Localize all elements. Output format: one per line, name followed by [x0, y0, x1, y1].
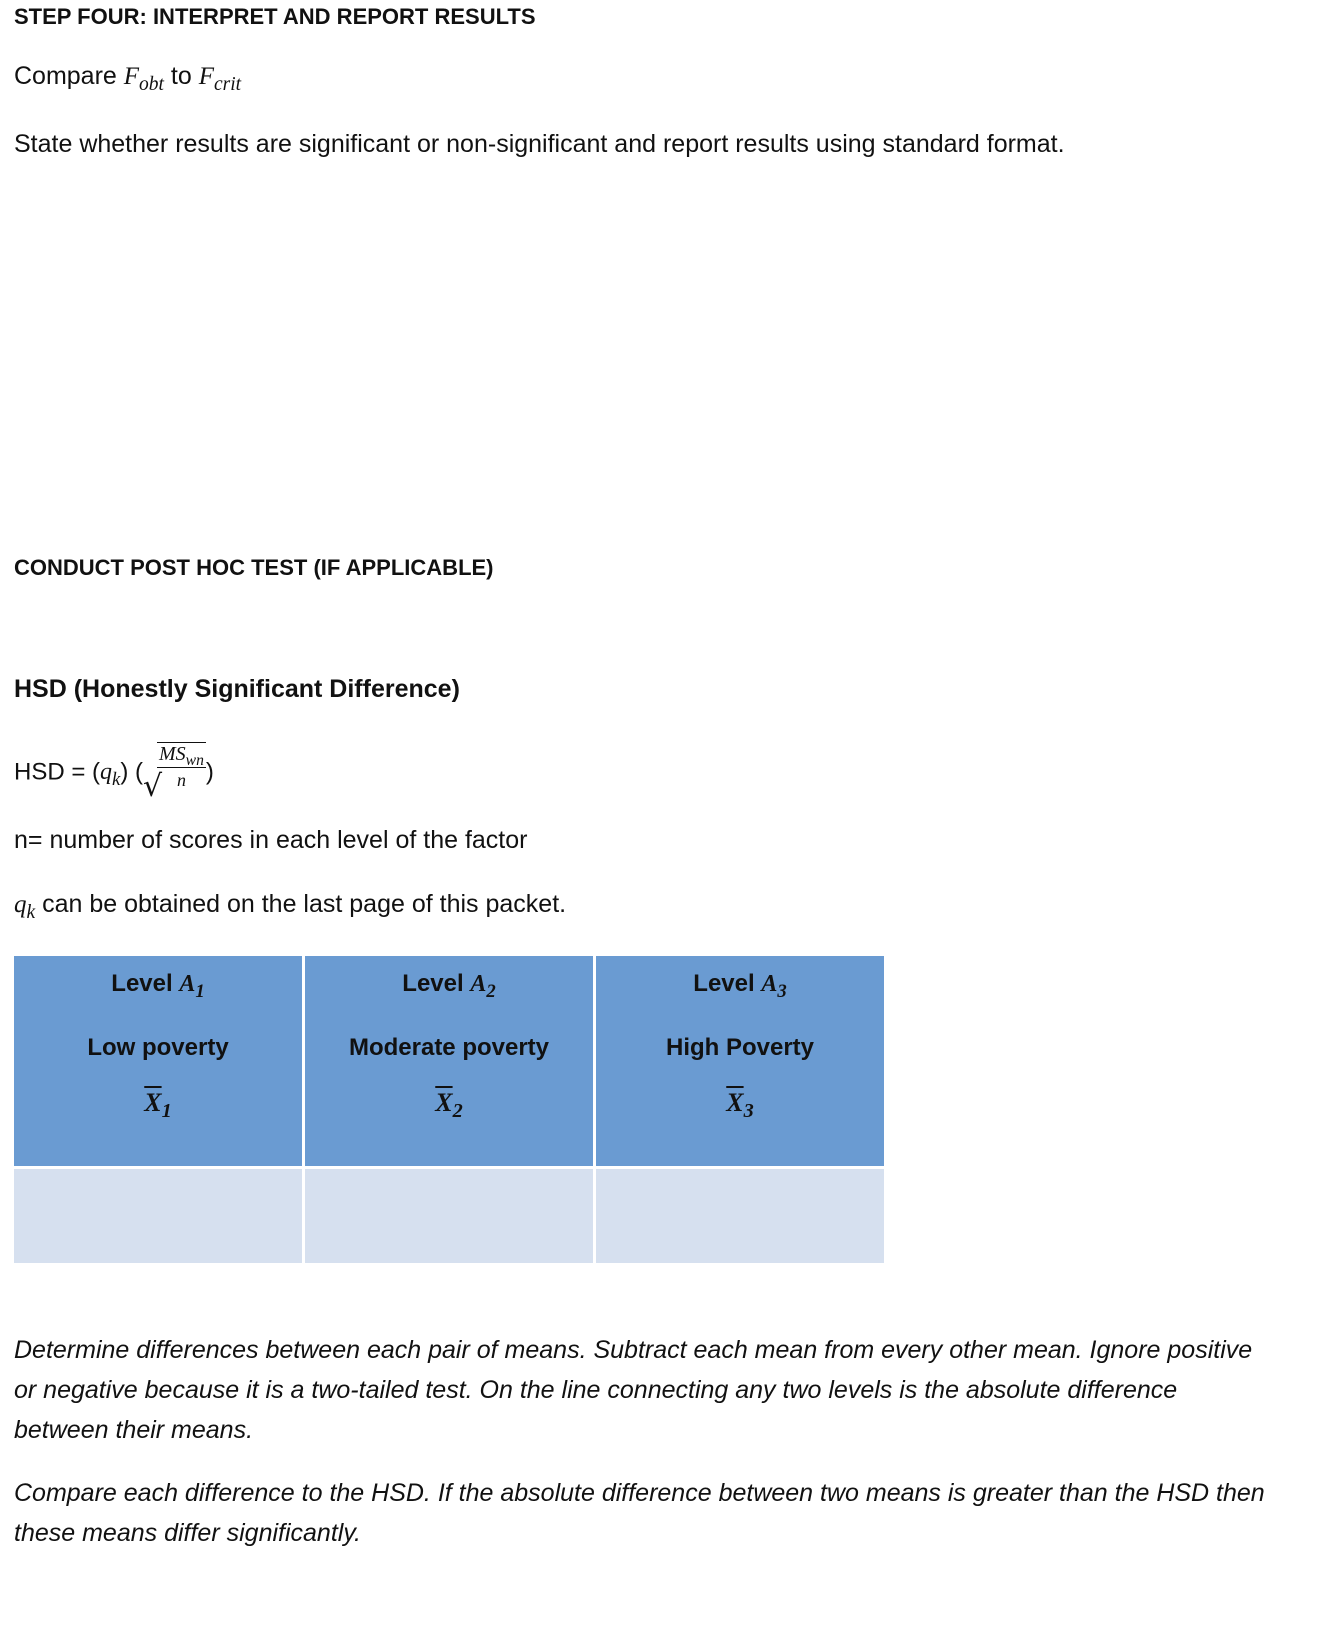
level-a2-cell: [305, 956, 593, 1166]
state-instruction: State whether results are significant or non-significant and report results using standard format.: [14, 130, 1065, 158]
means-table: [11, 953, 887, 1266]
table-header-row: [14, 956, 884, 1166]
mean-symbol: $\overline{X}_1$: [144, 1088, 172, 1123]
level-name: Low poverty: [87, 1034, 229, 1061]
compare-prefix: Compare: [14, 62, 124, 90]
mean-symbol: $\overline{X}_3$: [726, 1088, 754, 1123]
answer-cell-a2[interactable]: [305, 1169, 593, 1263]
f-crit-symbol: $F_{crit}$: [198, 63, 242, 95]
post-hoc-heading: CONDUCT POST HOC TEST (IF APPLICABLE): [14, 555, 494, 580]
qk-note: [14, 890, 567, 923]
answer-cell-a3[interactable]: [596, 1169, 884, 1263]
formula-prefix: HSD =: [14, 758, 93, 786]
sqrt-expression: [143, 743, 206, 804]
q-k-symbol: $q_k$: [100, 759, 121, 790]
level-name: High Poverty: [665, 1034, 815, 1061]
compare-hsd-instruction: Compare each difference to the HSD. If the absolute difference between two means is greater than the HSD then these means differ significantly.: [14, 1479, 1265, 1547]
sqrt-icon: √: [143, 769, 163, 804]
level-a3-cell: [596, 956, 884, 1166]
mean-symbol: $\overline{X}_2$: [435, 1088, 463, 1123]
hsd-heading: HSD (Honestly Significant Difference): [14, 675, 460, 703]
q-k-symbol: $q_k$: [14, 891, 36, 923]
level-name: Moderate poverty: [348, 1034, 550, 1061]
determine-instruction: Determine differences between each pair of means. Subtract each mean from every other mean. Ignore positive or negative because it is a two-tailed test. On the line connecting any two levels is the absolute difference between their means.: [14, 1336, 1253, 1444]
level-label: Level $A_1$: [111, 970, 205, 1002]
n-definition: n= number of scores in each level of the factor: [14, 826, 528, 854]
compare-instruction: [14, 62, 242, 95]
qk-note-text: can be obtained on the last page of this packet.: [35, 890, 567, 918]
level-a1-cell: [14, 956, 302, 1166]
table-answer-row: [14, 1169, 884, 1263]
f-obt-symbol: $F_{obt}$: [123, 63, 164, 95]
level-label: Level $A_2$: [402, 970, 496, 1002]
answer-cell-a1[interactable]: [14, 1169, 302, 1263]
level-label: Level $A_3$: [693, 970, 787, 1002]
step-four-heading: STEP FOUR: INTERPRET AND REPORT RESULTS: [14, 4, 536, 29]
ms-over-n-fraction: $\frac{MS_{wn}}{n}$: [159, 743, 204, 790]
compare-middle: to: [163, 62, 199, 90]
hsd-formula: HSD = $(q_k)$ ( √ $\frac{MS_{wn}}{n}$ ): [14, 743, 214, 804]
